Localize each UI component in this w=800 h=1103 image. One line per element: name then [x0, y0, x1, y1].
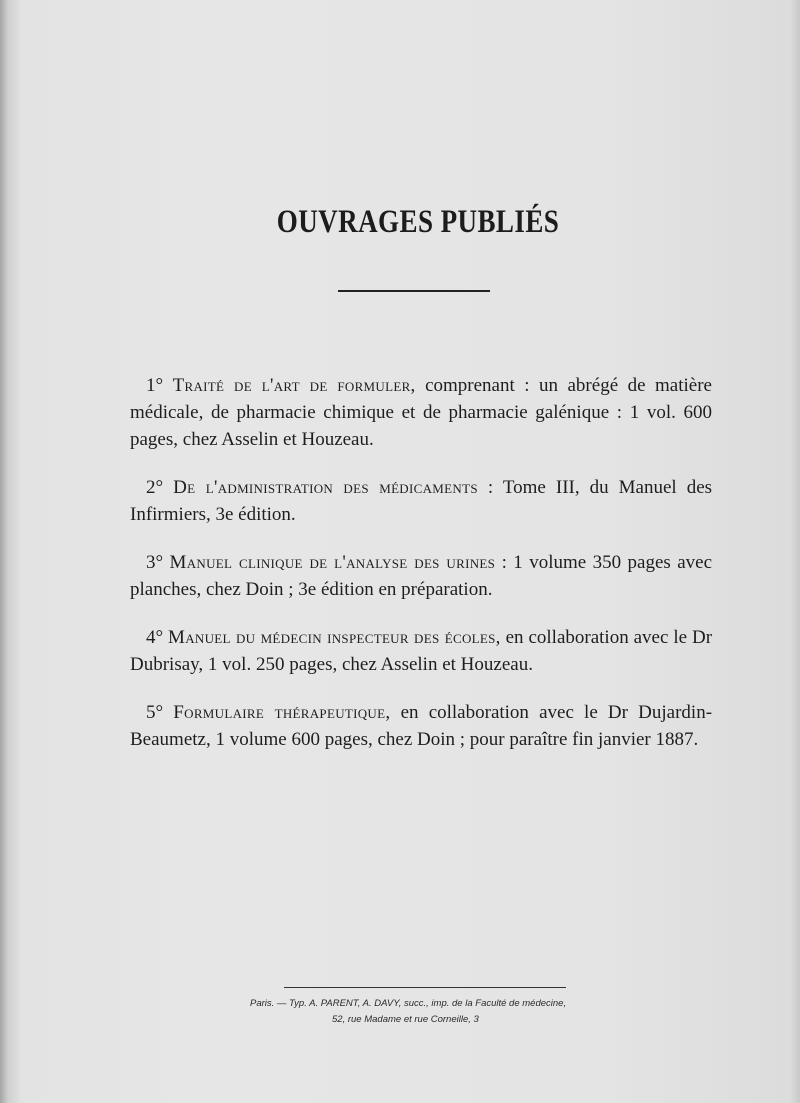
entry-title: Traité de l'art de formuler, — [172, 375, 416, 396]
imprint-line-2: 52, rue Madame et rue Corneille, 3 — [332, 1014, 479, 1025]
imprint-line-1: Paris. — Typ. A. PARENT, A. DAVY, succ., imp. de la Faculté de médecine, — [250, 998, 567, 1009]
entry-title: Formulaire thérapeutique, — [173, 702, 391, 723]
entry-title: Manuel clinique de l'analyse des urines — [169, 552, 496, 573]
publication-entry-2 — [130, 474, 712, 528]
entry-number: 5° — [146, 702, 164, 723]
page-title: OUVRAGES PUBLIÉS — [276, 204, 560, 240]
printer-imprint — [250, 996, 580, 1028]
entry-body: : 1 volume 350 pages avec planches, chez Doin ; 3e édition en préparation. — [130, 552, 713, 600]
entry-body: en collaboration avec le Dr Dujardin-Beaumetz, 1 volume 600 pages, chez Doin ; pour paraître fin janvier 1887. — [130, 702, 713, 750]
entry-number: 2° — [146, 477, 164, 498]
publication-list — [130, 372, 712, 774]
entry-title: De l'administration des médicaments — [173, 477, 478, 498]
publication-entry-4 — [130, 624, 712, 678]
publication-entry-5 — [130, 699, 712, 753]
entry-number: 1° — [146, 375, 164, 396]
entry-body: comprenant : un abrégé de matière médicale, de pharmacie chimique et de pharmacie galénique : 1 vol. 600 pages, chez Asselin et Houzeau. — [130, 375, 712, 450]
entry-number: 4° — [146, 627, 164, 648]
publication-entry-3 — [130, 549, 712, 603]
title-rule — [338, 290, 490, 292]
footer-rule — [284, 987, 566, 988]
entry-title: Manuel du médecin inspecteur des écoles, — [168, 627, 501, 648]
entry-number: 3° — [146, 552, 164, 573]
entry-body: : Tome III, du Manuel des Infirmiers, 3e édition. — [130, 477, 713, 525]
publication-entry-1 — [130, 372, 712, 453]
entry-body: en collaboration avec le Dr Dubrisay, 1 vol. 250 pages, chez Asselin et Houzeau. — [130, 627, 713, 675]
